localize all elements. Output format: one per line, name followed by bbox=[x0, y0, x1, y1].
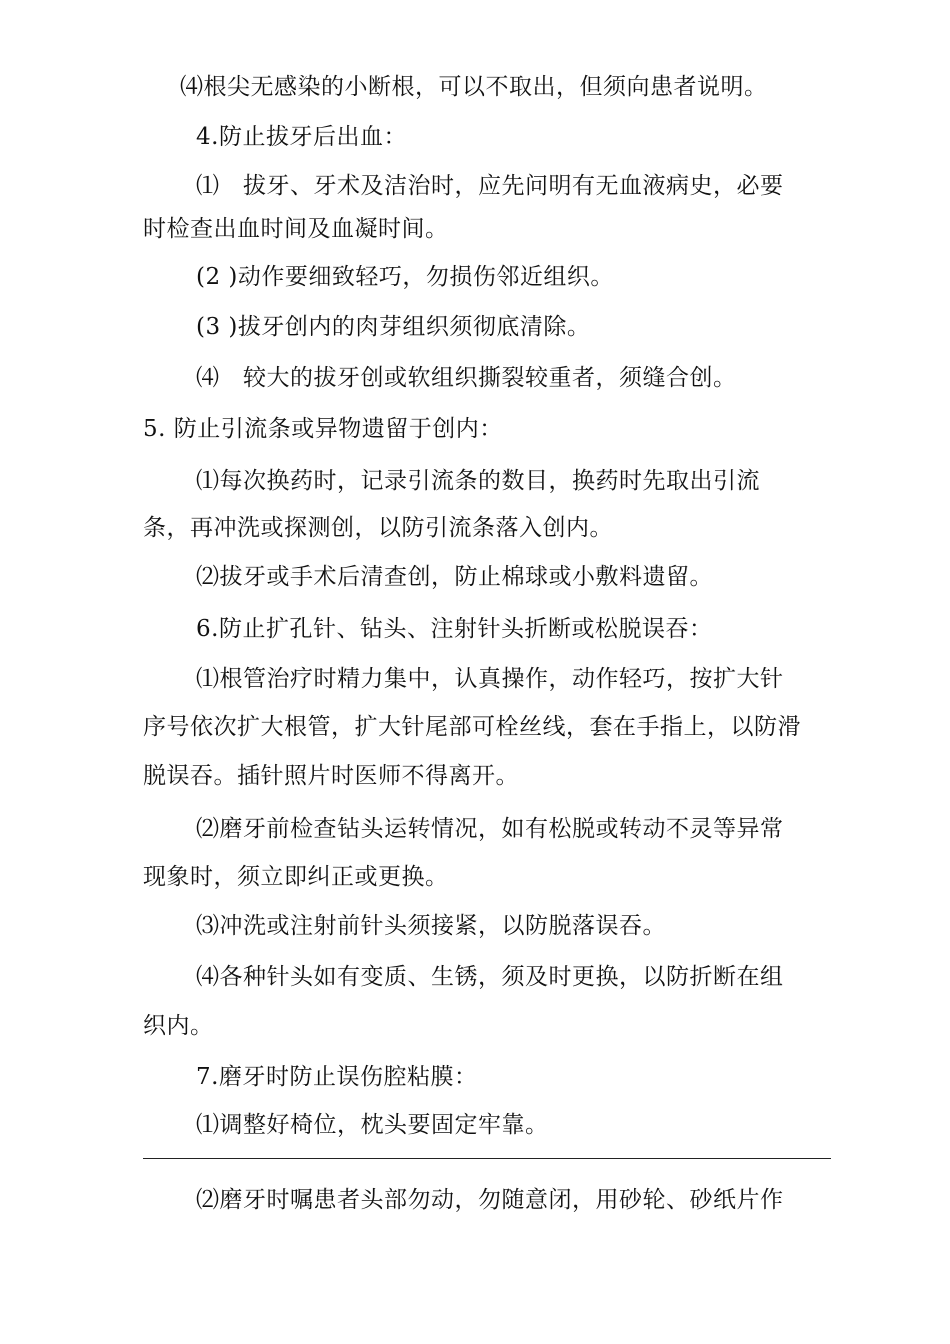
paragraph-line: ⑴每次换药时，记录引流条的数目，换药时先取出引流 bbox=[196, 468, 760, 494]
paragraph-line: ⑴根管治疗时精力集中，认真操作，动作轻巧，按扩大针 bbox=[196, 666, 784, 692]
paragraph-line: 脱误吞。插针照片时医师不得离开。 bbox=[143, 763, 519, 789]
paragraph-line: 现象时，须立即纠正或更换。 bbox=[143, 864, 449, 890]
paragraph-line: (3 )拔牙创内的肉芽组织须彻底清除。 bbox=[196, 314, 591, 340]
paragraph-line: ⑷根尖无感染的小断根，可以不取出，但须向患者说明。 bbox=[180, 74, 768, 100]
section-heading: 7.磨牙时防止误伤腔粘膜： bbox=[196, 1064, 478, 1090]
section-heading: 6.防止扩孔针、钻头、注射针头折断或松脱误吞： bbox=[196, 616, 713, 642]
paragraph-line: ⑵磨牙时嘱患者头部勿动，勿随意闭，用砂轮、砂纸片作 bbox=[196, 1187, 784, 1213]
paragraph-line: 条，再冲洗或探测创，以防引流条落入创内。 bbox=[143, 515, 613, 541]
paragraph-line: 时检查出血时间及血凝时间。 bbox=[143, 216, 449, 242]
paragraph-line: ⑵磨牙前检查钻头运转情况，如有松脱或转动不灵等异常 bbox=[196, 816, 784, 842]
paragraph-line: ⑴ 拔牙、牙术及洁治时，应先问明有无血液病史，必要 bbox=[196, 173, 784, 199]
paragraph-line: ⑶冲洗或注射前针头须接紧，以防脱落误吞。 bbox=[196, 913, 666, 939]
paragraph-line: 序号依次扩大根管，扩大针尾部可栓丝线，套在手指上，以防滑 bbox=[143, 714, 801, 740]
section-heading: 5. 防止引流条或异物遗留于创内： bbox=[143, 416, 503, 442]
section-heading: 4.防止拔牙后出血： bbox=[196, 124, 407, 150]
paragraph-line: 织内。 bbox=[143, 1013, 214, 1039]
paragraph-line: ⑷各种针头如有变质、生锈，须及时更换，以防折断在组 bbox=[196, 964, 784, 990]
paragraph-line: ⑷ 较大的拔牙创或软组织撕裂较重者，须缝合创。 bbox=[196, 365, 737, 391]
paragraph-line: (2 )动作要细致轻巧，勿损伤邻近组织。 bbox=[196, 264, 614, 290]
paragraph-line: ⑴调整好椅位，枕头要固定牢靠。 bbox=[196, 1112, 549, 1138]
horizontal-divider bbox=[143, 1158, 831, 1159]
paragraph-line: ⑵拔牙或手术后清查创，防止棉球或小敷料遗留。 bbox=[196, 564, 713, 590]
